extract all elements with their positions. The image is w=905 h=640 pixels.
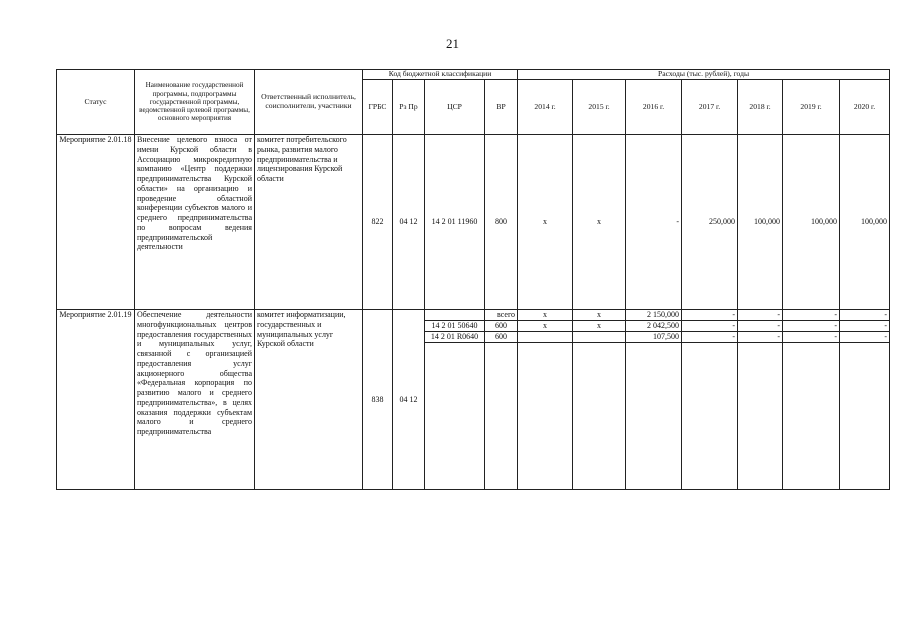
header-year-2020: 2020 г.: [840, 79, 890, 134]
row-rzpr: 04 12: [393, 310, 425, 490]
header-year-2017: 2017 г.: [682, 79, 738, 134]
row-name: Обеспечение деятельности многофункциональных центров предоставления государственных и муниципальных услуг, связанной с организацией предоставления услуг акционерного общества «Федеральная корпорация по развитию малого и среднего предпринимательства», в целях оказания поддержки субъектам малого и среднего предпринимательства: [135, 310, 255, 490]
header-budget-code: Код бюджетной классификации: [363, 70, 518, 80]
row-value-2014: [518, 332, 573, 343]
row-grbs: 822: [363, 135, 393, 310]
header-status: Статус: [57, 70, 135, 135]
row-vr: 600: [485, 332, 518, 343]
header-responsible: Ответственный исполнитель, соисполнители, участники: [255, 70, 363, 135]
row-csr: [425, 310, 485, 321]
budget-table: [56, 69, 890, 490]
row-value-2015: х: [573, 321, 626, 332]
row-value-2014: х: [518, 135, 573, 310]
header-year-2018: 2018 г.: [738, 79, 783, 134]
row-value-2015: [573, 332, 626, 343]
header-year-2019: 2019 г.: [783, 79, 840, 134]
row-value-2014: х: [518, 321, 573, 332]
header-code-csr: ЦСР: [425, 79, 485, 134]
row-name: Внесение целевого взноса от имени Курской области в Ассоциацию микрокредитную компанию «Центр поддержки предпринимательства Курской области» на организацию и проведение областной конференции субъектов малого и среднего предпринимательства по вопросам ведения предпринимательской деятельности: [135, 135, 255, 310]
row-value-2018: -: [738, 321, 783, 332]
row-value-2017: -: [682, 310, 738, 321]
header-expenses: Расходы (тыс. рублей), годы: [518, 70, 890, 80]
row-value-2017: -: [682, 332, 738, 343]
row-vr: 800: [485, 135, 518, 310]
row-value-2019: -: [783, 332, 840, 343]
row-csr: 14 2 01 11960: [425, 135, 485, 310]
table-row: [57, 135, 890, 310]
row-csr: 14 2 01 R0640: [425, 332, 485, 343]
row-value-2019: -: [783, 310, 840, 321]
row-responsible: комитет информатизации, государственных и муниципальных услуг Курской области: [255, 310, 363, 490]
row-value-2015: х: [573, 310, 626, 321]
page-number: 21: [446, 36, 459, 51]
header-name: Наименование государственной программы, подпрограммы государственной программы, ведомственной целевой программы, основного мероприятия: [135, 70, 255, 135]
row-value-2015: х: [573, 135, 626, 310]
header-year-2014: 2014 г.: [518, 79, 573, 134]
row-rzpr: 04 12: [393, 135, 425, 310]
row-status: Мероприятие 2.01.18: [57, 135, 135, 310]
header-row-1: [57, 70, 890, 80]
row-value-2020: -: [840, 321, 890, 332]
row-value-2016: 2 150,000: [626, 310, 682, 321]
header-year-2016: 2016 г.: [626, 79, 682, 134]
row-value-2017: 250,000: [682, 135, 738, 310]
row-value-2020: -: [840, 332, 890, 343]
row-value-2019: 100,000: [783, 135, 840, 310]
row-grbs: 838: [363, 310, 393, 490]
row-value-2014: х: [518, 310, 573, 321]
row-value-2017: -: [682, 321, 738, 332]
header-code-grbs: ГРБС: [363, 79, 393, 134]
row-value-2019: -: [783, 321, 840, 332]
row-value-2018: -: [738, 332, 783, 343]
row-vr: 600: [485, 321, 518, 332]
row-value-2016: 107,500: [626, 332, 682, 343]
row-value-2016: 2 042,500: [626, 321, 682, 332]
row-value-2020: 100,000: [840, 135, 890, 310]
row-value-2016: -: [626, 135, 682, 310]
header-code-rzpr: Рз Пр: [393, 79, 425, 134]
row-responsible: комитет потребительского рынка, развития малого предпринимательства и лицензирования Курской области: [255, 135, 363, 310]
row-value-2018: 100,000: [738, 135, 783, 310]
row-csr: 14 2 01 50640: [425, 321, 485, 332]
header-year-2015: 2015 г.: [573, 79, 626, 134]
row-status: Мероприятие 2.01.19: [57, 310, 135, 490]
row-value-2020: -: [840, 310, 890, 321]
row-value-2018: -: [738, 310, 783, 321]
header-code-vr: ВР: [485, 79, 518, 134]
row-vr: всего: [485, 310, 518, 321]
table-row: [57, 310, 890, 321]
